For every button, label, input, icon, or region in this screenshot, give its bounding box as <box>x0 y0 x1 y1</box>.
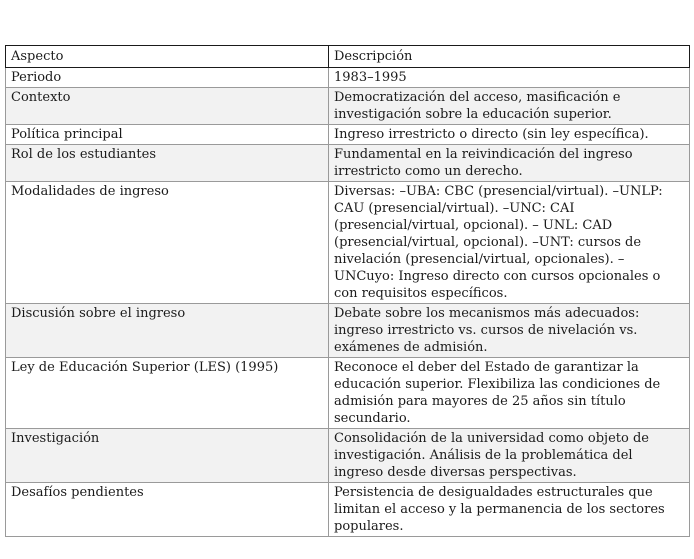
description-cell: Diversas: –UBA: CBC (presencial/virtual). –UNLP: CAU (presencial/virtual). –UNC: CAI (presencial/virtual, opcional). – UNL: CAD (presencial/virtual, opcional). –UNT: cursos de nivelación (presencial/virtual, opcionales). – UNCuyo: Ingreso directo con cursos opcionales o con requisitos específicos. <box>329 182 690 304</box>
description-cell: Debate sobre los mecanismos más adecuados: ingreso irrestricto vs. cursos de nivelación vs. exámenes de admisión. <box>329 304 690 358</box>
description-cell: Consolidación de la universidad como objeto de investigación. Análisis de la problemática del ingreso desde diversas perspectivas. <box>329 429 690 483</box>
table-row <box>6 182 690 304</box>
header-aspecto: Aspecto <box>6 46 329 68</box>
description-cell: Democratización del acceso, masificación e investigación sobre la educación superior. <box>329 88 690 125</box>
aspect-cell: Contexto <box>6 88 329 125</box>
description-cell: Ingreso irrestricto o directo (sin ley específica). <box>329 125 690 145</box>
table-row <box>6 483 690 537</box>
aspect-cell: Periodo <box>6 68 329 88</box>
aspect-cell: Ley de Educación Superior (LES) (1995) <box>6 358 329 429</box>
aspect-cell: Discusión sobre el ingreso <box>6 304 329 358</box>
header-descripcion: Descripción <box>329 46 690 68</box>
table-row <box>6 304 690 358</box>
aspect-cell: Investigación <box>6 429 329 483</box>
description-cell: Persistencia de desigualdades estructurales que limitan el acceso y la permanencia de los sectores populares. <box>329 483 690 537</box>
table-row <box>6 145 690 182</box>
description-cell: 1983–1995 <box>329 68 690 88</box>
summary-table <box>5 45 690 537</box>
table-row <box>6 88 690 125</box>
description-cell: Fundamental en la reivindicación del ingreso irrestricto como un derecho. <box>329 145 690 182</box>
table-row <box>6 125 690 145</box>
table-row <box>6 429 690 483</box>
aspect-cell: Modalidades de ingreso <box>6 182 329 304</box>
table-row <box>6 358 690 429</box>
aspect-cell: Desafíos pendientes <box>6 483 329 537</box>
description-cell: Reconoce el deber del Estado de garantizar la educación superior. Flexibiliza las condiciones de admisión para mayores de 25 años sin título secundario. <box>329 358 690 429</box>
table-header-row <box>6 46 690 68</box>
aspect-cell: Política principal <box>6 125 329 145</box>
table-row <box>6 68 690 88</box>
aspect-cell: Rol de los estudiantes <box>6 145 329 182</box>
